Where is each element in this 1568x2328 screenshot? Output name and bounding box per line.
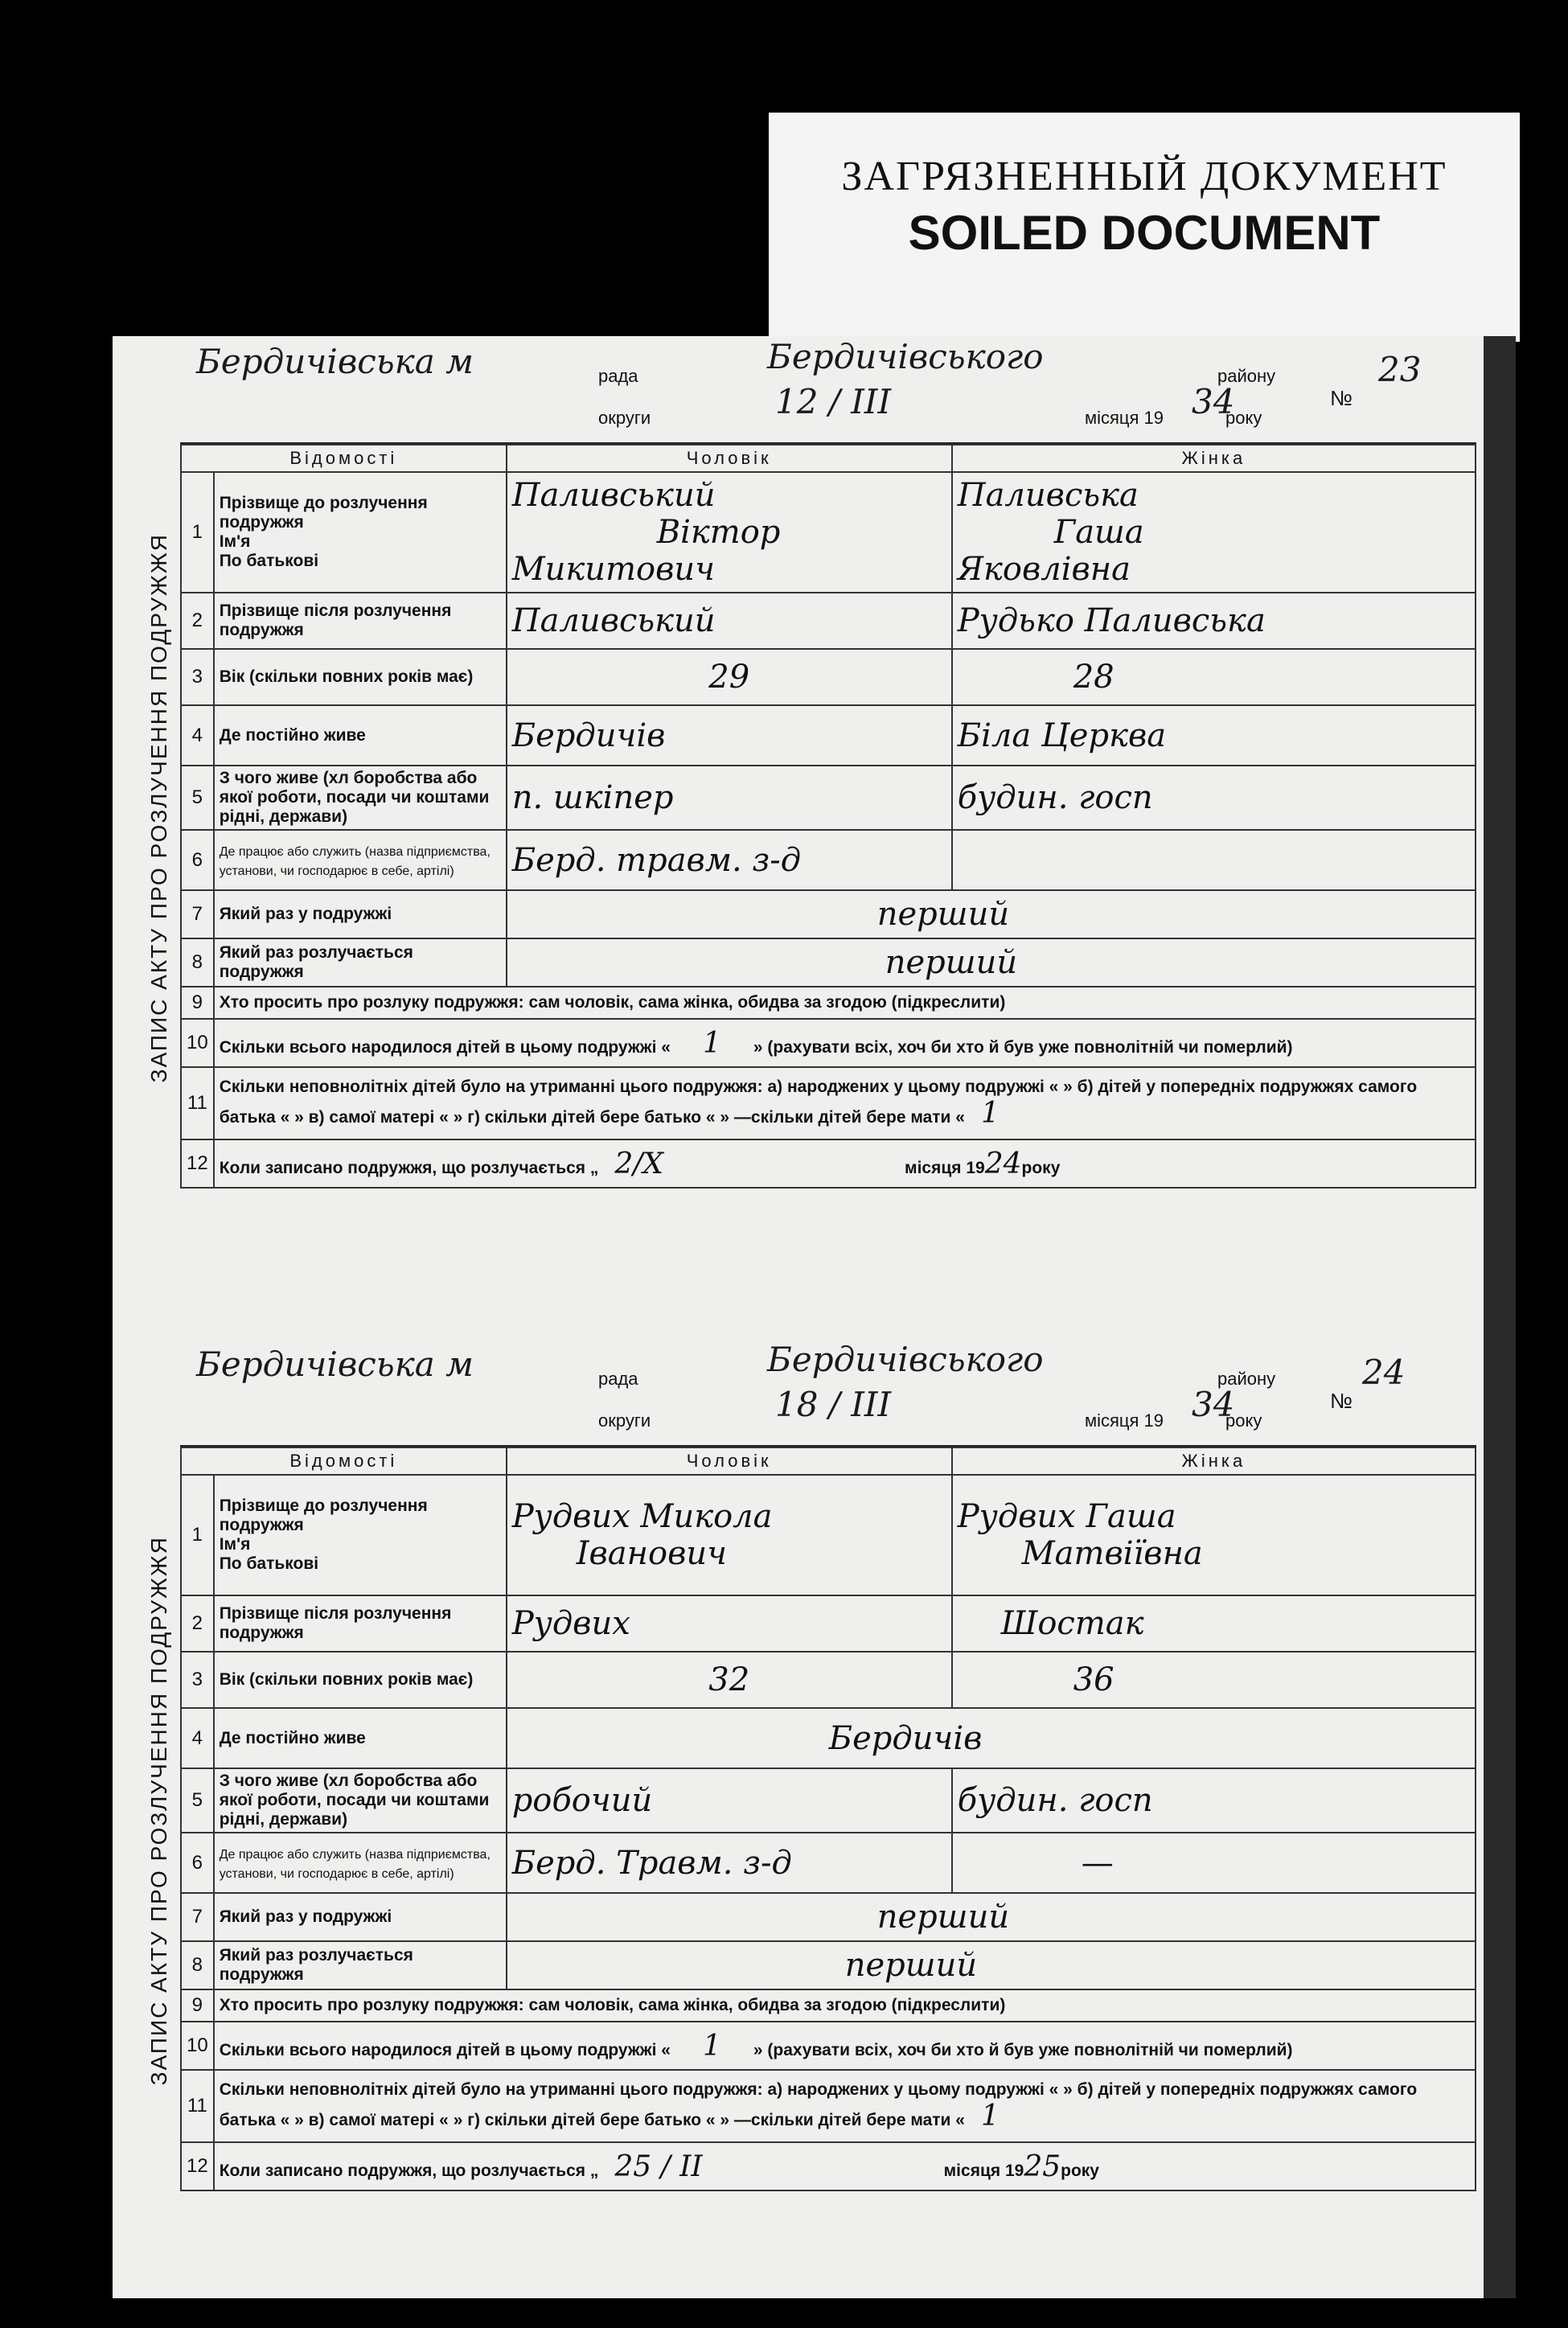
label-lives: Де постійно живе bbox=[214, 1708, 507, 1768]
col-zhinka: Жінка bbox=[952, 1447, 1476, 1475]
wife-surname-after: Шостак bbox=[952, 1595, 1476, 1652]
couple-lives: Бердичів bbox=[507, 1708, 1476, 1768]
divorce-count: перший bbox=[507, 938, 1476, 987]
children-total: Скільки всього народилося дітей в цьому подружжі « 1 » (рахувати всіх, хоч би хто й був уже повнолітній чи померлий) bbox=[214, 2022, 1476, 2070]
place: Бердичівська м bbox=[196, 342, 474, 381]
label-age: Вік (скільки повних років має) bbox=[214, 649, 507, 705]
minor-children: Скільки неповнолітніх дітей було на утриманні цього подружжя: а) народжених у цьому подружжі « » б) дітей у попередніх подружжях самого батька « » в) самої матері « » г) скільки дітей бере батько « » —скільки дітей бере мати « 1 bbox=[214, 1067, 1476, 1139]
date: 18 / III bbox=[775, 1385, 892, 1424]
divorce-record-2 bbox=[146, 1340, 1476, 2191]
husband-surname-after: Паливський bbox=[507, 593, 952, 649]
year: 34 bbox=[1192, 382, 1235, 421]
who-requests: Хто просить про розлуку подружжя: сам чоловік, сама жінка, обидва за згодою (підкреслити) bbox=[214, 1989, 1476, 2022]
divorce-record-1 bbox=[146, 337, 1476, 1189]
wife-age: 36 bbox=[952, 1652, 1476, 1708]
date: 12 / III bbox=[775, 382, 892, 421]
label-marriage-count: Який раз у подружжі bbox=[214, 1893, 507, 1941]
marriage-count: перший bbox=[507, 890, 1476, 938]
husband-names: Паливський Віктор Микитович bbox=[507, 472, 952, 593]
wife-occupation: будин. госп bbox=[952, 766, 1476, 830]
stamp-line-english: SOILED DOCUMENT bbox=[908, 206, 1381, 260]
husband-names: Рудвих Микола Іванович bbox=[507, 1475, 952, 1595]
husband-age: 29 bbox=[507, 649, 952, 705]
label-misyatsia: місяця 19 bbox=[1085, 408, 1164, 428]
wife-lives: Біла Церква bbox=[952, 705, 1476, 766]
label-divorce-count: Який раз розлучається подружжя bbox=[214, 938, 507, 987]
col-vidomosti: Відомості bbox=[181, 1447, 507, 1475]
label-raionu: району bbox=[1217, 366, 1276, 386]
wife-names: Рудвих Гаша Матвіївна bbox=[952, 1475, 1476, 1595]
husband-lives: Бердичів bbox=[507, 705, 952, 766]
label-surname-before: Прізвище до розлучення подружжя Ім'я По батькові bbox=[214, 472, 507, 593]
label-age: Вік (скільки повних років має) bbox=[214, 1652, 507, 1708]
minor-children: Скільки неповнолітніх дітей було на утриманні цього подружжя: а) народжених у цьому подружжі « » б) дітей у попередніх подружжях самого батька « » в) самої матері « » г) скільки дітей бере батько « » —скільки дітей бере мати « 1 bbox=[214, 2070, 1476, 2142]
label-divorce-count: Який раз розлучається подружжя bbox=[214, 1941, 507, 1989]
label-number: № bbox=[1330, 386, 1353, 410]
col-vidomosti: Відомості bbox=[181, 445, 507, 472]
wife-names: Паливська Гаша Яковлівна bbox=[952, 472, 1476, 593]
husband-age: 32 bbox=[507, 1652, 952, 1708]
label-rada: рада bbox=[598, 366, 638, 386]
record-number: 23 bbox=[1378, 350, 1422, 389]
record-header bbox=[180, 1340, 1476, 1447]
label-marriage-count: Який раз у подружжі bbox=[214, 890, 507, 938]
place: Бердичівська м bbox=[196, 1345, 474, 1384]
label-number: № bbox=[1330, 1389, 1353, 1413]
husband-occupation: робочий bbox=[507, 1768, 952, 1833]
record-header bbox=[180, 337, 1476, 444]
side-title: ЗАПИС АКТУ ПРО РОЗЛУЧЕННЯ ПОДРУЖЖЯ bbox=[146, 1536, 171, 2086]
marriage-date: Коли записано подружжя, що розлучається „ 2/X місяця 1924року bbox=[214, 1139, 1476, 1188]
label-misyatsia: місяця 19 bbox=[1085, 1410, 1164, 1431]
year: 34 bbox=[1192, 1385, 1235, 1424]
label-lives: Де постійно живе bbox=[214, 705, 507, 766]
paper-edge bbox=[1484, 336, 1516, 2298]
children-total: Скільки всього народилося дітей в цьому подружжі « 1 » (рахувати всіх, хоч би хто й був уже повнолітній чи померлий) bbox=[214, 1019, 1476, 1067]
label-surname-after: Прізвище після розлучення подружжя bbox=[214, 1595, 507, 1652]
wife-occupation: будин. госп bbox=[952, 1768, 1476, 1833]
col-cholovik: Чоловік bbox=[507, 445, 952, 472]
wife-surname-after: Рудько Паливська bbox=[952, 593, 1476, 649]
label-surname-before: Прізвище до розлучення подружжя Ім'я По батькові bbox=[214, 1475, 507, 1595]
label-works: Де працює або служить (назва підприємства, установи, чи господарює в себе, артілі) bbox=[219, 1847, 491, 1881]
record-number: 24 bbox=[1362, 1353, 1406, 1392]
label-occupation: З чого живе (хл боробства або якої роботи, посади чи коштами рідні, держави) bbox=[214, 1768, 507, 1833]
soiled-document-stamp bbox=[769, 113, 1520, 342]
husband-surname-after: Рудвих bbox=[507, 1595, 952, 1652]
wife-age: 28 bbox=[952, 649, 1476, 705]
wife-works: — bbox=[952, 1833, 1476, 1893]
stamp-line-russian: ЗАГРЯЗНЕННЫЙ ДОКУМЕНТ bbox=[841, 154, 1447, 199]
marriage-date: Коли записано подружжя, що розлучається „ 25 / II місяця 1925року bbox=[214, 2142, 1476, 2190]
label-okrugy: округи bbox=[598, 1410, 651, 1431]
label-okrugy: округи bbox=[598, 408, 651, 428]
label-works: Де працює або служить (назва підприємства, установи, чи господарює в себе, артілі) bbox=[219, 844, 491, 878]
husband-occupation: п. шкіпер bbox=[507, 766, 952, 830]
label-raionu: району bbox=[1217, 1369, 1276, 1389]
husband-works: Берд. Травм. з-д bbox=[507, 1833, 952, 1893]
label-roku: року bbox=[1225, 1410, 1262, 1431]
label-roku: року bbox=[1225, 408, 1262, 428]
raion: Бердичівського bbox=[767, 1340, 1044, 1379]
col-cholovik: Чоловік bbox=[507, 1447, 952, 1475]
label-rada: рада bbox=[598, 1369, 638, 1389]
who-requests: Хто просить про розлуку подружжя: сам чоловік, сама жінка, обидва за згодою (підкреслити) bbox=[214, 987, 1476, 1019]
col-zhinka: Жінка bbox=[952, 445, 1476, 472]
divorce-count: перший bbox=[507, 1941, 1476, 1989]
record-table: Відомості Чоловік Жінка 1 Прізвище до розлучення подружжя Ім'я По батькові Рудвих Микола Іванович Рудвих Гаша Матвіївна 2 Прізвище після розлучення подружжя Рудвих Шостак 3 Вік (скільки повних років має) 32 36 4 Де постійно живе Бердичів 5 З чого живе (хл боробства або якої роботи, посади чи коштами рідні, держави) робочий будин. госп 6 Де працює або служить (назва підприємства, установи, чи господарює в себе, артілі) Берд. Травм. з-д — 7 Який раз у подружжі перший 8 Який раз розлучається подружжя перший 9 Хто просить про розлуку подружжя: сам чоловік, сама жінка, обидва за згодою (підкреслити) 10 Скільки всього народилося дітей в цьому подружжі « 1 » (рахувати всіх, хоч би хто й був уже повнолітній чи померлий) 11 Скільки неповнолітніх дітей було на утриманні цього подружжя: а) народжених у цьому подружжі « » б) дітей у попередніх подружжях самого батька « » в) самої матері « » г) скільки дітей бере батько « » —скільки дітей бере мати « 1 12 Коли записано подружжя, що розлучається „ 25 / II місяця 1925року bbox=[180, 1447, 1476, 2191]
label-surname-after: Прізвище після розлучення подружжя bbox=[214, 593, 507, 649]
raion: Бердичівського bbox=[767, 337, 1044, 376]
side-title: ЗАПИС АКТУ ПРО РОЗЛУЧЕННЯ ПОДРУЖЖЯ bbox=[146, 533, 171, 1083]
marriage-count: перший bbox=[507, 1893, 1476, 1941]
label-occupation: З чого живе (хл боробства або якої роботи, посади чи коштами рідні, держави) bbox=[214, 766, 507, 830]
record-table: Відомості Чоловік Жінка 1 Прізвище до розлучення подружжя Ім'я По батькові Паливський Віктор Микитович Паливська Гаша Яковлівна 2 Прізвище після розлучення подружжя Паливський Рудько Паливська 3 Вік (скільки повних років має) 29 28 4 Де постійно живе Бердичів Біла Церква 5 З чого живе (хл боробства або якої роботи, посади чи коштами рідні, держави) п. шкіпер будин. госп 6 Де працює або служить (назва підприємства, установи, чи господарює в себе, артілі) Берд. травм. з-д 7 Який раз у подружжі перший 8 Який раз розлучається подружжя перший 9 Хто просить про розлуку подружжя: сам чоловік, сама жінка, обидва за згодою (підкреслити) 10 Скільки всього народилося дітей в цьому подружжі « 1 » (рахувати всіх, хоч би хто й був уже повнолітній чи померлий) 11 Скільки неповнолітніх дітей було на утриманні цього подружжя: а) народжених у цьому подружжі « » б) дітей у попередніх подружжях самого батька « » в) самої матері « » г) скільки дітей бере батько « » —скільки дітей бере мати « 1 12 Коли записано подружжя, що розлучається „ 2/X місяця 1924року bbox=[180, 444, 1476, 1189]
husband-works: Берд. травм. з-д bbox=[507, 830, 952, 890]
